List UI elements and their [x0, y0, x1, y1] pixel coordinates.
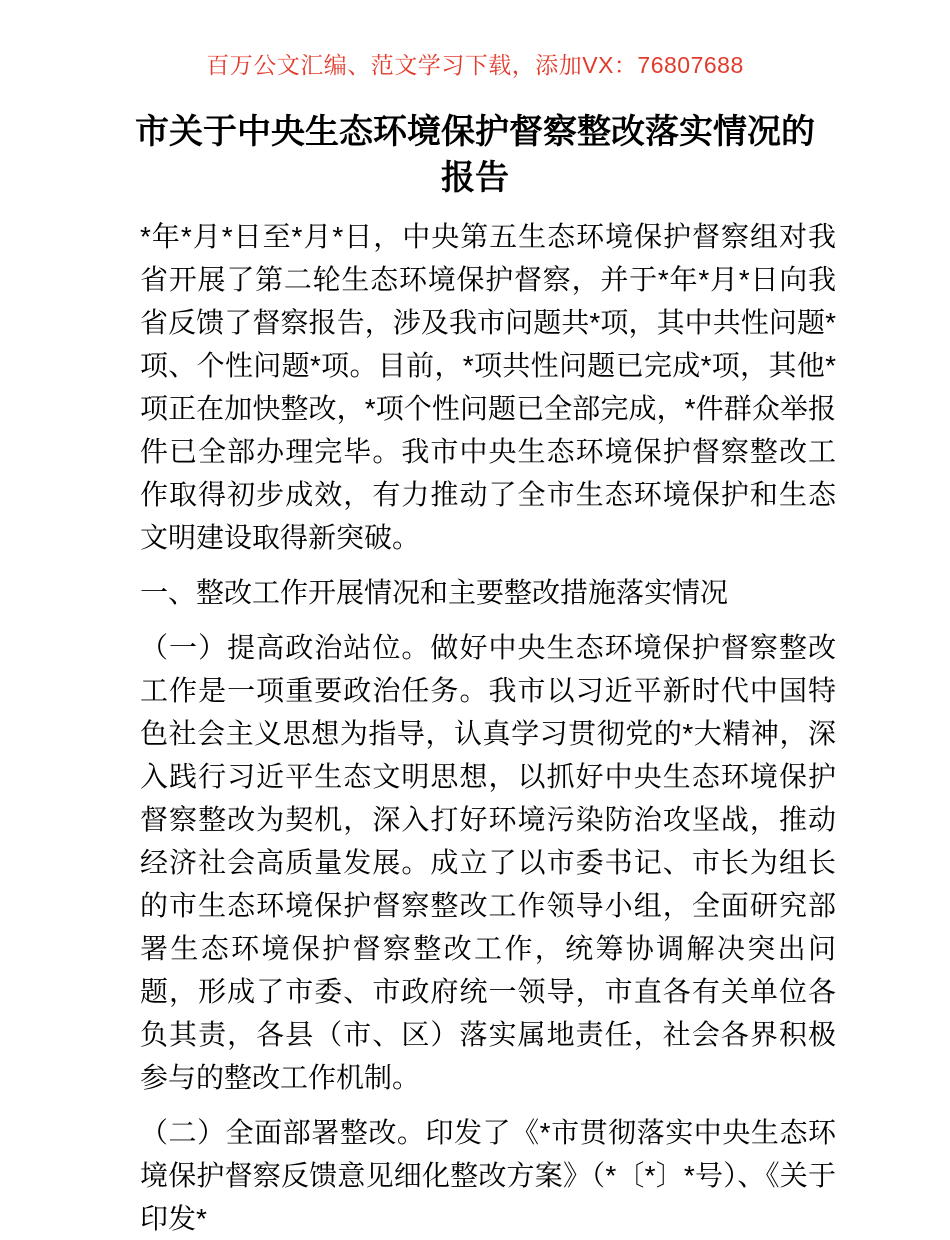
- document-body: [140, 215, 836, 1240]
- paragraph-point-2: （二）全面部署整改。印发了《*市贯彻落实中央生态环境保护督察反馈意见细化整改方案》（*〔*〕*号）、《关于印发*: [140, 1117, 836, 1234]
- section-heading-1: 一、整改工作开展情况和主要整改措施落实情况: [140, 577, 729, 608]
- page-title: 市关于中央生态环境保护督察整改落实情况的报告: [135, 113, 815, 197]
- paragraph-point-1: （一）提高政治站位。做好中央生态环境保护督察整改工作是一项重要政治任务。我市以习近平新时代中国特色社会主义思想为指导，认真学习贯彻党的*大精神，深入践行习近平生态文明思想，以抓好中央生态环境保护督察整改为契机，深入打好环境污染防治攻坚战，推动经济社会高质量发展。成立了以市委书记、市长为组长的市生态环境保护督察整改工作领导小组，全面研究部署生态环境保护督察整改工作，统筹协调解决突出问题，形成了市委、市政府统一领导，市直各有关单位各负其责，各县（市、区）落实属地责任，社会各界积极参与的整改工作机制。: [140, 632, 836, 1093]
- header-notice: 百万公文汇编、范文学习下载，添加VX：76807688: [206, 52, 744, 78]
- paragraph-intro: *年*月*日至*月*日，中央第五生态环境保护督察组对我省开展了第二轮生态环境保护督察，并于*年*月*日向我省反馈了督察报告，涉及我市问题共*项，其中共性问题*项、个性问题*项。目前，*项共性问题已完成*项，其他*项正在加快整改，*项个性问题已全部完成，*件群众举报件已全部办理完毕。我市中央生态环境保护督察整改工作取得初步成效，有力推动了全市生态环境保护和生态文明建设取得新突破。: [140, 221, 836, 553]
